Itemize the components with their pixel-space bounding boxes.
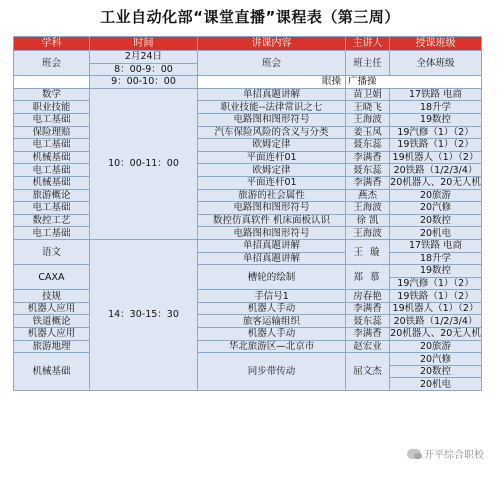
cell-class: 20机器人、20无人机 [390, 328, 481, 340]
cell-content: 欧姆定律 [198, 139, 346, 152]
cell-class: 19机器人（1）（2） [390, 302, 482, 315]
cell-teacher: 姜玉凤 [346, 126, 390, 139]
cell-teacher: 王 璇 [346, 239, 390, 264]
table-row [14, 239, 482, 252]
header-subject: 学科 [14, 37, 90, 51]
header-time: 时间 [90, 37, 198, 51]
cell-class: 20机电 [390, 227, 482, 240]
schedule-table [13, 36, 482, 391]
cell-class: 20旅游 [390, 189, 482, 202]
cell-subject: 电工基础 [14, 227, 90, 240]
cell-subject: 电工基础 [14, 202, 90, 215]
cell-subject: 电工基础 [14, 139, 90, 152]
cell-subject: 机械基础 [14, 151, 90, 164]
cell-subject: 技规 [14, 290, 90, 303]
table-row [14, 126, 482, 139]
cell-class: 19汽修（1）（2） [390, 277, 482, 290]
cell-class: 19数控 [390, 113, 482, 126]
page-title: 工业自动化部“课堂直播”课程表（第三周） [100, 8, 400, 26]
cell-blank [14, 76, 90, 89]
cell-class: 全体班级 [390, 51, 482, 76]
table-row [14, 88, 482, 101]
table-row [14, 189, 482, 202]
header-class: 授课班级 [390, 37, 482, 51]
header-teacher: 主讲人 [346, 37, 390, 51]
cell-subject: 铁道概论 [14, 315, 90, 328]
cell-content: 平面连杆01 [198, 176, 346, 189]
cell-teacher: 王晓飞 [346, 101, 390, 114]
cell-subject: 旅游地理 [14, 340, 90, 353]
cell-subject: 职业技能 [14, 101, 90, 114]
cell-teacher: 王海波 [346, 202, 390, 215]
cell-content: 旅客运输组织 [198, 315, 346, 328]
table-row [14, 328, 482, 341]
cell-subject: 机械基础 [14, 176, 90, 189]
cell-class: 20数控 [390, 214, 482, 227]
cell-class: 18升学 [390, 252, 482, 265]
table-row [14, 214, 482, 227]
table-row [14, 290, 482, 303]
cell-content: 华北旅游区—北京市 [198, 340, 346, 353]
cell-teacher: 李满香 [346, 151, 390, 164]
cell-subject: 数学 [14, 88, 90, 101]
cell-content: 欧姆定律 [198, 164, 346, 177]
cell-subject: 机器人应用 [14, 302, 90, 315]
cell-teacher: 王海波 [346, 227, 390, 240]
table-row [14, 76, 482, 89]
cell-subject: 数控工艺 [14, 214, 90, 227]
cell-content: 单招真题讲解 [198, 252, 346, 265]
cell-content: 电路图和图形符号 [198, 227, 346, 240]
cell-date: 2月24日 [90, 51, 198, 64]
cell-time-block-b: 14：30-15：30 [90, 239, 198, 390]
cell-content: 单招真题讲解 [198, 88, 346, 101]
cell-teacher: 李满香 [346, 328, 390, 341]
cell-content: 机器人手动 [198, 302, 346, 315]
cell-content: 机器人手动 [198, 328, 346, 341]
header-content: 讲课内容 [198, 37, 346, 51]
cell-class: 17铁路 电商 [390, 88, 482, 101]
cell-class: 19汽修（1）（2） [390, 126, 482, 139]
table-row [14, 51, 482, 64]
cell-class: 20机器人、20无人机 [390, 177, 481, 189]
cell-class: 19数控 [390, 265, 482, 278]
cell-content: 手信号1 [198, 290, 346, 303]
cell-teacher: 聂东蕊 [346, 164, 390, 177]
cell-content: 电路图和图形符号 [198, 113, 346, 126]
table-row [14, 202, 482, 215]
cell-teacher: 苗卫娟 [346, 88, 390, 101]
cell-content: 平面连杆01 [198, 151, 346, 164]
cell-content: 眼操 [198, 76, 346, 89]
cell-teacher: 李满香 [346, 302, 390, 315]
table-row [14, 315, 482, 328]
cell-content: 汽车保险风险的含义与分类 [198, 126, 346, 139]
cell-class: 19机器人（1）（2） [390, 151, 482, 164]
cell-class: 19铁路（1）（2） [390, 290, 482, 303]
cell-teacher: 燕杰 [346, 189, 390, 202]
table-row [14, 113, 482, 126]
cell-subject: 电工基础 [14, 113, 90, 126]
cell-content: 班会 [198, 51, 346, 76]
cell-subject: 保险理赔 [14, 126, 90, 139]
table-row [14, 353, 482, 366]
cell-teacher: 房春艳 [346, 290, 390, 303]
table-row [14, 139, 482, 152]
cell-subject: 旅游概论 [14, 189, 90, 202]
cell-class: 18升学 [390, 101, 482, 114]
cell-subject: 语文 [14, 239, 90, 264]
cell-subject: 机器人应用 [14, 328, 90, 341]
cell-teacher: 聂东蕊 [346, 139, 390, 152]
wechat-icon [407, 449, 421, 459]
cell-teacher: 郑 慕 [346, 265, 390, 290]
cell-content: 职业技能--法律常识之七 [198, 101, 346, 114]
watermark [407, 446, 484, 461]
table-row [14, 164, 482, 177]
table-row [14, 340, 482, 353]
cell-subject: CAXA [14, 265, 90, 290]
cell-class: 20机电 [390, 378, 482, 391]
cell-class: 20数控 [390, 365, 482, 378]
cell-teacher: 王海波 [346, 113, 390, 126]
cell-teacher: 屈文杰 [346, 353, 390, 391]
cell-subject: 班会 [14, 51, 90, 76]
cell-class: 20铁路（1/2/3/4） [390, 164, 482, 177]
cell-teacher: 李满香 [346, 176, 390, 189]
cell-content: 电路图和图形符号 [198, 202, 346, 215]
cell-teacher: 聂东蕊 [346, 315, 390, 328]
cell-content: 旅游的社会属性 [198, 189, 346, 202]
watermark-text: 开平综合职校 [424, 450, 484, 461]
table-row [14, 176, 482, 189]
cell-class: 17铁路 电商 [390, 239, 482, 252]
cell-teacher: 班主任 [346, 51, 390, 76]
cell-content: 同步带传动 [198, 353, 346, 391]
cell-teacher: 赵宏业 [346, 340, 390, 353]
cell-teacher: 徐 凯 [346, 214, 390, 227]
cell-content: 数控仿真软件 机床面板认识 [198, 214, 346, 227]
cell-subject: 机械基础 [14, 353, 90, 391]
cell-class: 20铁路（1/2/3/4） [390, 315, 482, 328]
cell-time-block-a: 10：00-11：00 [90, 88, 198, 239]
cell-class: 20汽修 [390, 353, 482, 366]
cell-class: 19铁路（1）（2） [390, 139, 482, 152]
cell-time: 8：00-9：00 [90, 63, 198, 76]
cell-class: 20汽修 [390, 202, 482, 215]
table-row [14, 101, 482, 114]
cell-class: 20旅游 [390, 340, 482, 353]
cell-content: 槽轮的绘制 [198, 265, 346, 290]
cell-content-2: 广播操 [346, 76, 482, 89]
cell-subject: 电工基础 [14, 164, 90, 177]
table-row [14, 302, 482, 315]
cell-time: 9：00-10：00 [90, 76, 198, 89]
header-row [14, 37, 482, 51]
table-row [14, 227, 482, 240]
table-row [14, 151, 482, 164]
cell-content: 单招真题讲解 [198, 239, 346, 252]
